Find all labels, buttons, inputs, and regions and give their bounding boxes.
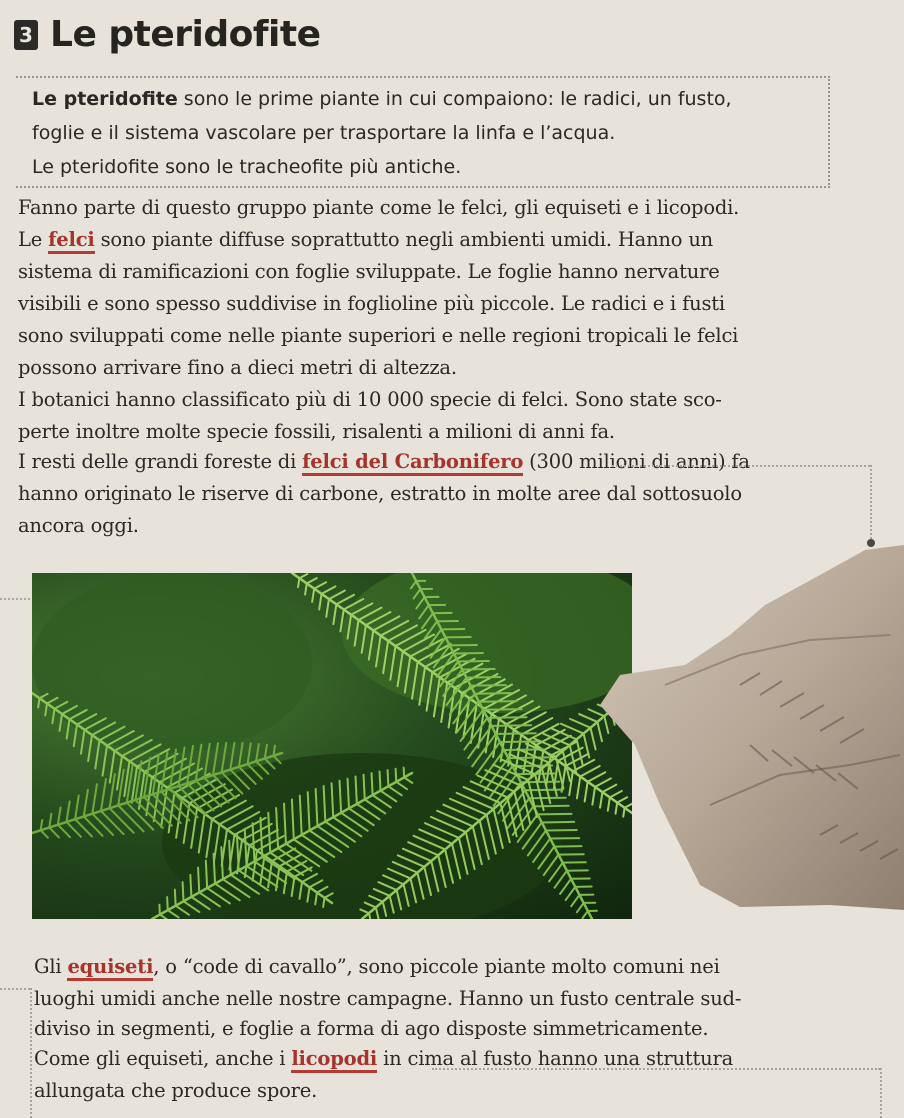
text-line <box>18 450 750 473</box>
text-line: sistema di ramificazioni con foglie sviluppate. Le foglie hanno nervature <box>18 260 720 283</box>
text-fragment: Gli <box>34 955 68 978</box>
dotted-leader-equiseti-vertical <box>30 988 32 1118</box>
text-fragment: sono piante diffuse soprattutto negli ambienti umidi. Hanno un <box>94 228 714 251</box>
text-line: sono sviluppati come nelle piante superiori e nelle regioni tropicali le felci <box>18 324 739 347</box>
text-line: I botanici hanno classificato più di 10 000 specie di felci. Sono state sco- <box>18 388 722 411</box>
fossil-rock-image <box>590 545 904 915</box>
text-fragment: , o “code di cavallo”, sono piccole piante molto comuni nei <box>153 955 720 978</box>
dotted-leader-licopodi-vertical <box>880 1068 882 1118</box>
section-number-badge: 3 <box>14 20 38 50</box>
dotted-leader-equiseti <box>0 988 30 990</box>
fern-illustration <box>32 573 632 919</box>
definition-line-3: Le pteridofite sono le tracheofite più antiche. <box>32 156 462 178</box>
dotted-leader-licopodi <box>432 1068 880 1070</box>
text-line: hanno originato le riserve di carbone, estratto in molte aree dal sottosuolo <box>18 482 742 505</box>
text-fragment: Le <box>18 228 49 251</box>
dotted-leader-top <box>612 465 870 467</box>
section-heading <box>14 14 321 55</box>
text-line <box>34 1047 733 1070</box>
keyword-licopodi: licopodi <box>291 1047 377 1073</box>
definition-line-1-text: sono le prime piante in cui compaiono: le radici, un fusto, <box>177 88 732 110</box>
keyword-felci: felci <box>48 228 94 254</box>
text-line: possono arrivare fino a dieci metri di altezza. <box>18 356 457 379</box>
keyword-felci-carbonifero: felci del Carbonifero <box>302 450 523 476</box>
definition-line-2: foglie e il sistema vascolare per trasportare la linfa e l’acqua. <box>32 122 616 144</box>
text-line: perte inoltre molte specie fossili, risalenti a milioni di anni fa. <box>18 420 615 443</box>
text-line: luoghi umidi anche nelle nostre campagne. Hanno un fusto centrale sud- <box>34 987 742 1010</box>
text-line: diviso in segmenti, e foglie a forma di ago disposte simmetricamente. <box>34 1017 709 1040</box>
definition-line-1 <box>32 88 732 110</box>
text-line: Fanno parte di questo gruppo piante come le felci, gli equiseti e i licopodi. <box>18 196 740 219</box>
text-fragment: in cima al fusto hanno una struttura <box>377 1047 734 1070</box>
definition-box <box>16 76 830 188</box>
fern-photo <box>32 573 632 919</box>
text-line: allungata che produce spore. <box>34 1079 318 1102</box>
definition-term: Le pteridofite <box>32 88 178 110</box>
text-fragment: (300 milioni di anni) fa <box>523 450 750 473</box>
dotted-leader-vertical <box>870 465 872 543</box>
text-line <box>34 955 720 978</box>
text-fragment: I resti delle grandi foreste di <box>18 450 303 473</box>
text-fragment: Come gli equiseti, anche i <box>34 1047 292 1070</box>
dotted-leader-left <box>0 598 30 600</box>
keyword-equiseti: equiseti <box>67 955 153 981</box>
text-line <box>18 228 713 251</box>
text-line: visibili e sono spesso suddivise in foglioline più piccole. Le radici e i fusti <box>18 292 725 315</box>
section-title: Le pteridofite <box>50 14 321 55</box>
text-line: ancora oggi. <box>18 514 139 537</box>
